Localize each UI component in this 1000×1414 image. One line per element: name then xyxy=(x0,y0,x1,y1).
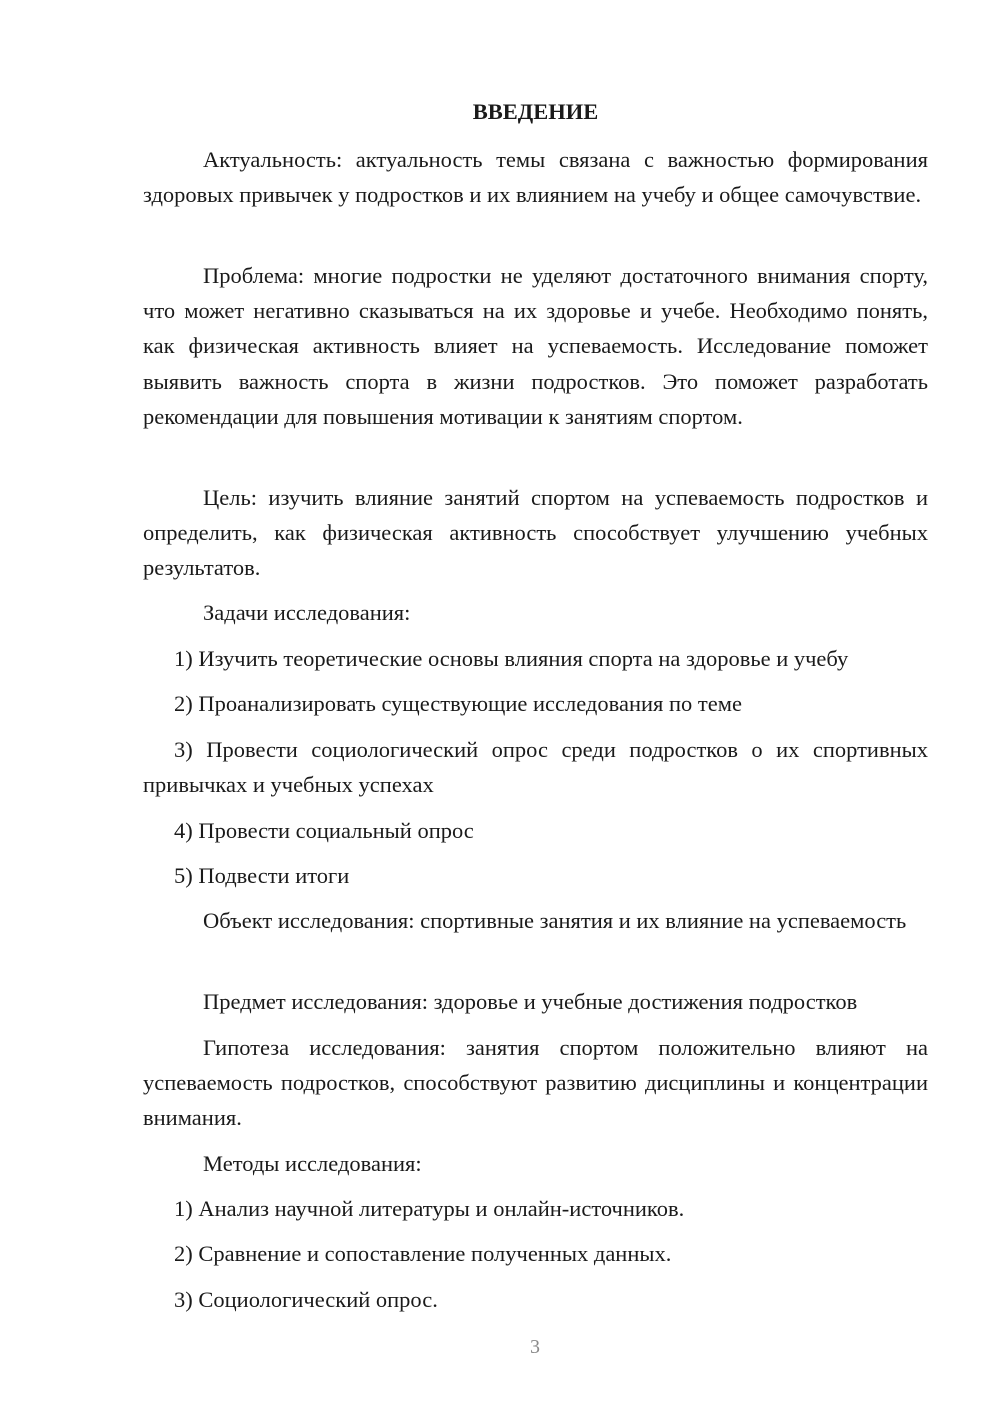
task-item-4: 4) Провести социальный опрос xyxy=(174,818,474,843)
page-number: 3 xyxy=(530,1336,540,1358)
object-paragraph: Объект исследования: спортивные занятия и их влияние на успеваемость xyxy=(203,908,907,933)
hypothesis-paragraph: Гипотеза исследования: занятия спортом положительно влияют на успеваемость подростков, способствуют развитию дисциплины и концентрации внимания. xyxy=(143,1035,928,1131)
methods-heading: Методы исследования: xyxy=(203,1151,422,1176)
goal-paragraph: Цель: изучить влияние занятий спортом на успеваемость подростков и определить, как физическая активность способствует улучшению учебных результатов. xyxy=(143,485,928,581)
method-item-1: 1) Анализ научной литературы и онлайн-источников. xyxy=(174,1196,685,1221)
task-item-3: 3) Провести социологический опрос среди подростков о их спортивных привычках и учебных успехах xyxy=(143,737,928,798)
method-item-3: 3) Социологический опрос. xyxy=(174,1287,438,1312)
task-item-1: 1) Изучить теоретические основы влияния спорта на здоровье и учебу xyxy=(174,646,849,671)
task-item-2: 2) Проанализировать существующие исследования по теме xyxy=(174,691,742,716)
tasks-heading: Задачи исследования: xyxy=(203,600,411,625)
task-item-5: 5) Подвести итоги xyxy=(174,863,350,888)
section-heading: ВВЕДЕНИЕ xyxy=(472,99,599,124)
problem-paragraph: Проблема: многие подростки не уделяют достаточного внимания спорту, что может негативно сказываться на их здоровье и учебе. Необходимо понять, как физическая активность влияет на успеваемость. Исследование поможет выявить важность спорта в жизни подростков. Это поможет разработать рекомендации для повышения мотивации к занятиям спортом. xyxy=(143,263,928,429)
method-item-2: 2) Сравнение и сопоставление полученных данных. xyxy=(174,1241,672,1266)
subject-paragraph: Предмет исследования: здоровье и учебные достижения подростков xyxy=(203,989,858,1014)
relevance-paragraph: Актуальность: актуальность темы связана с важностью формирования здоровых привычек у подростков и их влиянием на учебу и общее самочувствие. xyxy=(143,147,928,208)
